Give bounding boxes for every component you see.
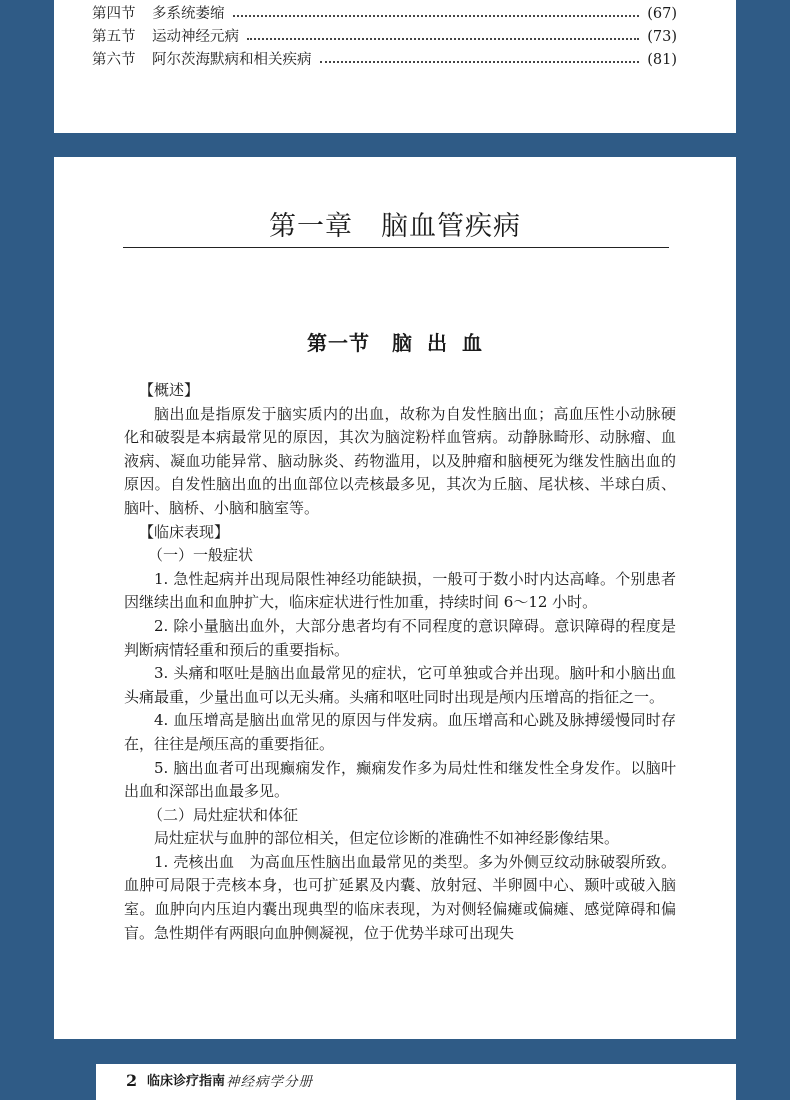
- general-symptoms-heading: （一）一般症状: [148, 546, 254, 565]
- paragraph: 4. 血压增高是脑出血常见的原因与伴发病。血压增高和心跳及脉搏缓慢同时存在，往往是颅压高的重要指征。: [124, 711, 676, 753]
- paragraph: 1. 壳核出血 为高血压性脑出血最常见的类型。多为外侧豆纹动脉破裂所致。血肿可局限于壳核本身，也可扩延累及内囊、放射冠、半卵圆中心、颞叶或破入脑室。血肿向内压迫内囊出现典型的临床表现，为对侧轻偏瘫或偏瘫、感觉障碍和偏盲。急性期伴有两眼向血肿侧凝视，位于优势半球可出现失: [124, 852, 676, 942]
- paragraph: 3. 头痛和呕吐是脑出血最常见的症状，它可单独或合并出现。脑叶和小脑出血头痛最重，少量出血可以无头痛。头痛和呕吐同时出现是颅内压增高的指征之一。: [124, 664, 676, 706]
- toc-leader-dots: [247, 38, 639, 40]
- toc-section-title: 多系统萎缩: [152, 6, 225, 22]
- toc-section-label: 第五节: [92, 29, 136, 45]
- chapter-title: 第一章 脑血管疾病: [269, 211, 521, 242]
- toc-page-number: (67): [647, 6, 677, 22]
- paragraph: 5. 脑出血者可出现癫痫发作，癫痫发作多为局灶性和继发性全身发作。以脑叶出血和深部出血最多见。: [124, 758, 676, 801]
- toc-page-number: (73): [647, 29, 677, 45]
- section-title-char: 出: [427, 331, 448, 355]
- toc-entry[interactable]: [92, 26, 677, 48]
- toc-leader-dots: [320, 61, 640, 63]
- paragraph: 2. 除小量脑出血外，大部分患者均有不同程度的意识障碍。意识障碍的程度是判断病情轻重和预后的重要指标。: [124, 616, 676, 659]
- paragraph: 脑出血是指原发于脑实质内的出血，故称为自发性脑出血；高血压性小动脉硬化和破裂是本病最常见的原因，其次为脑淀粉样血管病。动静脉畸形、动脉瘤、血液病、凝血功能异常、脑动脉炎、药物滥用，以及肿瘤和脑梗死为继发性脑出血的原因。自发性脑出血的出血部位以壳核最多见，其次为丘脑、尾状核、半球白质、脑叶、脑桥、小脑和脑室等。: [124, 404, 676, 517]
- toc-section-title: 运动神经元病: [152, 29, 239, 45]
- page-number: 2: [126, 1071, 138, 1090]
- paragraph: 局灶症状与血肿的部位相关，但定位诊断的准确性不如神经影像结果。: [154, 829, 620, 848]
- toc-section-title: 阿尔茨海默病和相关疾病: [152, 52, 312, 68]
- chapter-divider: [123, 247, 669, 248]
- book-title: 临床诊疗指南: [147, 1074, 226, 1089]
- toc-section-label: 第四节: [92, 6, 136, 22]
- toc-entry[interactable]: [92, 49, 677, 71]
- toc-entry[interactable]: [92, 3, 677, 25]
- section-title-char: 血: [462, 331, 483, 355]
- clinical-heading: 【临床表现】: [139, 522, 230, 541]
- book-page: [54, 157, 736, 1039]
- section-label: 第一节: [307, 331, 370, 355]
- toc-page-number: (81): [647, 52, 677, 68]
- body-text: [124, 379, 676, 945]
- paragraph: 1. 急性起病并出现局限性神经功能缺损，一般可于数小时内达高峰。个别患者因继续出血和血肿扩大，临床症状进行性加重，持续时间 6～12 小时。: [124, 569, 676, 612]
- overview-heading: 【概述】: [139, 381, 200, 399]
- volume-title: 神经病学分册: [226, 1074, 313, 1090]
- toc-section-label: 第六节: [92, 52, 136, 68]
- focal-symptoms-heading: （二）局灶症状和体征: [148, 805, 299, 824]
- section-title: [54, 329, 736, 357]
- section-title-char: 脑: [392, 331, 413, 355]
- toc-leader-dots: [233, 15, 640, 17]
